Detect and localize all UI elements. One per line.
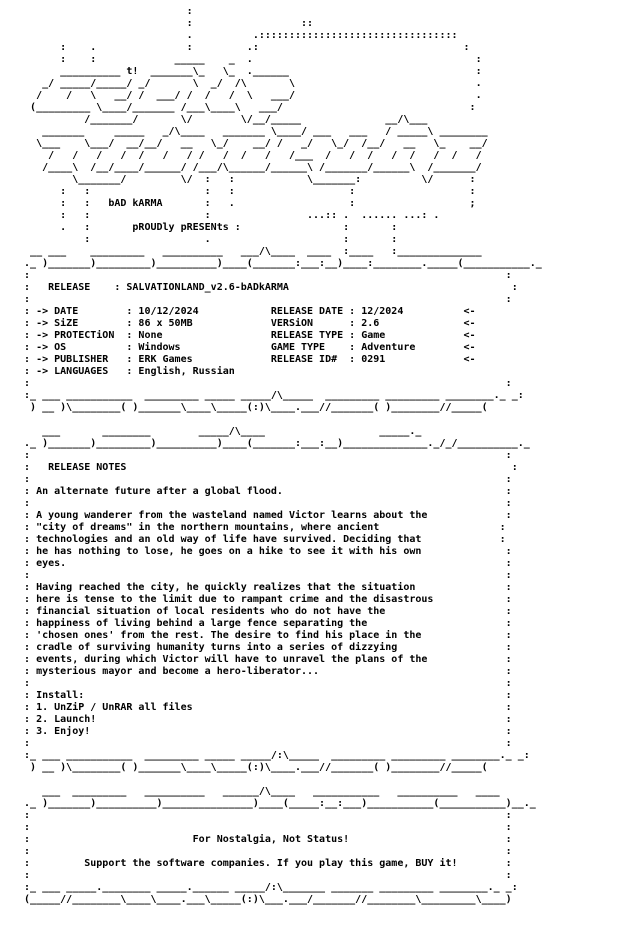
nfo-line: : : [12, 450, 512, 461]
nfo-line: : mysterious mayor and become a hero-liberator... : [12, 666, 512, 677]
nfo-line: : : : : : : [12, 186, 476, 197]
nfo-line: ___ _________ __________ ______/\____ ___________ __________ ____ [12, 786, 506, 797]
nfo-line: . .::::::::::::::::::::::::::::::::: [12, 30, 458, 41]
nfo-line: : he has nothing to lose, he goes on a hike to see it with his own : [12, 546, 512, 557]
nfo-line: :_ ___ ___________ _________ _____ _____/\_____ _________ _________ ________._ _: [12, 390, 524, 401]
nfo-line: : RELEASE : SALVATIONLAND_v2.6-bADkARMA : [12, 282, 518, 293]
nfo-line: : [12, 6, 193, 17]
nfo-line: : : _____ _ . : [12, 54, 482, 65]
nfo-line: : 'chosen ones' from the rest. The desire to find his place in the : [12, 630, 512, 641]
nfo-line: : cradle of surviving humanity turns into a series of dizzying : [12, 642, 512, 653]
nfo-line: _/ _____/_____/ _/ \ _/ /\ \ . [12, 78, 482, 89]
nfo-line: : financial situation of local residents who do not have the : [12, 606, 512, 617]
nfo-line: : -> DATE : 10/12/2024 RELEASE DATE : 12/2024 <- [12, 306, 476, 317]
nfo-line: __________ t! _______\_ \_ .______ : [12, 66, 482, 77]
nfo-line: : technologies and an old way of life have survived. Deciding that : [12, 534, 506, 545]
nfo-line: : : [12, 378, 512, 389]
nfo-line: (_____//________\____\____.___\_____(:)\___.___/_______//________\_________\____) [12, 894, 512, 905]
nfo-line: ) __ )\________( )_______\____\_____(:)\____.___//_______( )________//_____( [12, 402, 488, 413]
nfo-line: / / \ __/ / ___/ / / / \ ___/ . [12, 90, 482, 101]
nfo-line: : : [12, 570, 512, 581]
nfo-line [12, 774, 433, 785]
nfo-line: \_______/ \/ : : \_______: \/ : [12, 174, 476, 185]
nfo-line: : : bAD kARMA : . : ; [12, 198, 476, 209]
nfo-line: : :: [12, 18, 314, 29]
nfo-line: : eyes. : [12, 558, 512, 569]
nfo-line: : -> PUBLISHER : ERK Games RELEASE ID# : 0291 <- [12, 354, 476, 365]
nfo-line: : An alternate future after a global flood. : [12, 486, 512, 497]
nfo-line: : -> OS : Windows GAME TYPE : Adventure <- [12, 342, 476, 353]
nfo-line [12, 414, 433, 425]
nfo-line: / / / / / / / / / / / /___ / / / / / / / / [12, 150, 482, 161]
nfo-line: : . : : [12, 234, 398, 245]
nfo-line: : For Nostalgia, Not Status! : [12, 834, 512, 845]
nfo-line: : happiness of living behind a large fence separating the : [12, 618, 512, 629]
nfo-line: ) __ )\________( )_______\____\_____(:)\____.___//_______( )________//_____( [12, 762, 488, 773]
nfo-line: : "city of dreams" in the northern mountains, where ancient : [12, 522, 506, 533]
nfo-line: : 2. Launch! : [12, 714, 512, 725]
nfo-line: : -> LANGUAGES : English, Russian [12, 366, 235, 377]
nfo-line: /____\ /__/____/______/ /___/\______/______\ /_______/______\ /_______/ [12, 162, 482, 173]
nfo-line: : : [12, 498, 512, 509]
nfo-line: (_________ \____/_______ /___\____\ ___/ : [12, 102, 476, 113]
nfo-line: : : [12, 294, 512, 305]
nfo-line: : : [12, 846, 512, 857]
nfo-line: : : [12, 810, 512, 821]
nfo-line: : RELEASE NOTES : [12, 462, 518, 473]
nfo-line: : Install: : [12, 690, 512, 701]
nfo-line: _______ _____ _/\____ _______ \____/ ___ ___ / _____\ ________ [12, 126, 488, 137]
nfo-text-block [12, 6, 612, 906]
nfo-line: /_______/ \/ \/__/_____ __/\___ [12, 114, 488, 125]
nfo-line: : events, during which Victor will have to unravel the plans of the : [12, 654, 512, 665]
nfo-line: ._ )_______)_________)__________)____(_______:___:__)______________._/_/__________._ [12, 438, 530, 449]
nfo-line: : : [12, 270, 512, 281]
nfo-line: : here is tense to the limit due to rampant crime and the disastrous : [12, 594, 512, 605]
nfo-line: : : [12, 870, 512, 881]
nfo-line: ___ ________ _____/\____ _____._ [12, 426, 428, 437]
nfo-line: : Having reached the city, he quickly realizes that the situation : [12, 582, 512, 593]
nfo-line: ._ )_______)__________)_______________)____(_____:__:___)___________(___________)__._ [12, 798, 536, 809]
nfo-line: : -> SiZE : 86 x 50MB VERSiON : 2.6 <- [12, 318, 476, 329]
nfo-line: : : [12, 678, 512, 689]
nfo-line: : A young wanderer from the wasteland named Victor learns about the : [12, 510, 512, 521]
nfo-line: :_ ___ ___________ _________ _____ _____/:\_____ _________ _________ ________._ _: [12, 750, 530, 761]
nfo-line: : . : .: : [12, 42, 470, 53]
nfo-line: :_ ___ _____.________ _____.______ _____/:\_______ _______ _________ ________._ _: [12, 882, 518, 893]
nfo-line: : : [12, 738, 512, 749]
nfo-line: ._ )_______)_________)__________)____(_______:___:__)____:________._____(___________._ [12, 258, 542, 269]
nfo-line: : : [12, 474, 512, 485]
nfo-line: : : [12, 822, 512, 833]
nfo-line: : 3. Enjoy! : [12, 726, 512, 737]
nfo-line: \___ \___/ __/__/ __ \_/ __/ / _/ \_/ /__/ __ \_ __/ [12, 138, 488, 149]
nfo-line: . : pROUDly pRESENts : : : [12, 222, 398, 233]
nfo-line: __ ___ _________ __________ ___/\____ ____ :____ :______________ [12, 246, 482, 257]
nfo-line: : : : ...:: . ...... ...: . [12, 210, 440, 221]
nfo-line: : Support the software companies. If you play this game, BUY it! : [12, 858, 512, 869]
nfo-line: : 1. UnZiP / UnRAR all files : [12, 702, 512, 713]
nfo-line: : -> PROTECTiON : None RELEASE TYPE : Game <- [12, 330, 476, 341]
